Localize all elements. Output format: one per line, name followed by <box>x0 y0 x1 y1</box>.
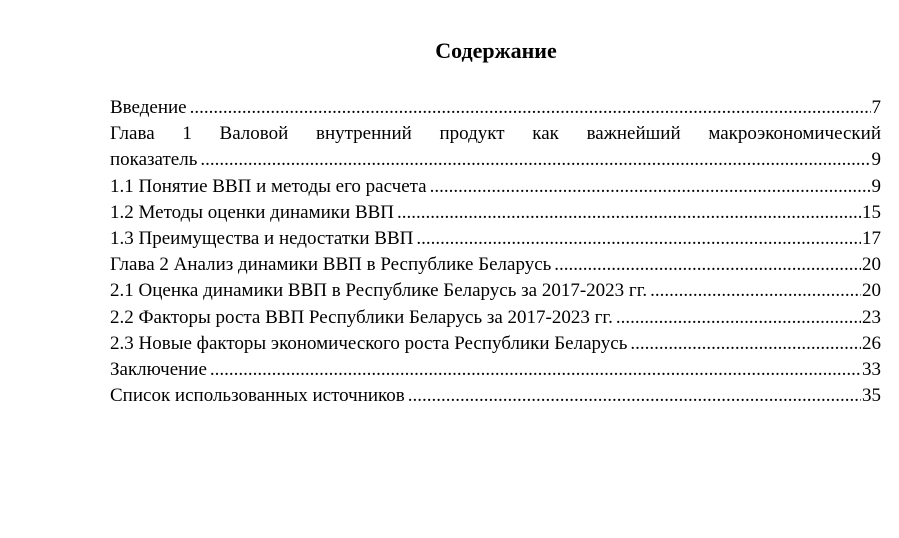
toc-entry-page: 33 <box>862 358 881 380</box>
toc-entry-chapter-2[interactable] <box>110 252 881 278</box>
toc-entry-page: 7 <box>871 97 881 118</box>
toc-entry-label: 1.1 Понятие ВВП и методы его расчета <box>110 175 427 197</box>
toc-entry-conclusion[interactable] <box>110 357 881 383</box>
toc-leader-dots <box>430 174 871 200</box>
toc-entry-label: Заключение <box>110 358 207 380</box>
toc-leader-dots <box>210 357 861 383</box>
toc-entry-references[interactable] <box>110 383 881 409</box>
toc-entry-page: 17 <box>862 227 881 249</box>
toc-entry-section-2-1[interactable] <box>110 278 881 304</box>
toc-leader-dots <box>190 95 871 121</box>
toc-leader-dots <box>630 331 861 357</box>
toc-leader-dots <box>408 383 861 409</box>
toc-entry-section-1-2[interactable] <box>110 200 881 226</box>
toc-entry-label: 1.2 Методы оценки динамики ВВП <box>110 201 395 223</box>
toc-entry-introduction[interactable] <box>110 95 881 121</box>
toc-entry-label: Список использованных источников <box>110 385 405 407</box>
toc-leader-dots <box>650 278 861 304</box>
toc-title: Содержание <box>435 38 557 63</box>
toc-entry-section-1-1[interactable] <box>110 174 881 200</box>
toc-entry-label: Глава 2 Анализ динамики ВВП в Республике Беларусь <box>110 254 552 276</box>
toc-entry-section-1-3[interactable] <box>110 226 881 252</box>
toc-entry-label: Глава 1 Валовой внутренний продукт как важнейший макроэкономический <box>110 123 881 145</box>
toc-leader-dots <box>397 200 861 226</box>
toc-entry-page: 26 <box>862 332 881 354</box>
toc-leader-dots <box>416 226 861 252</box>
toc-entry-page: 9 <box>871 175 881 197</box>
table-of-contents <box>110 95 881 409</box>
toc-entry-page: 35 <box>862 385 881 407</box>
toc-leader-dots <box>200 147 870 173</box>
toc-leader-dots <box>616 305 861 331</box>
toc-entry-label: 2.2 Факторы роста ВВП Республики Беларусь за 2017-2023 гг. <box>110 306 613 328</box>
toc-entry-section-2-2[interactable] <box>110 305 881 331</box>
toc-entry-page: 15 <box>862 201 881 223</box>
toc-entry-page: 20 <box>862 280 881 302</box>
toc-entry-label: 2.1 Оценка динамики ВВП в Республике Беларусь за 2017-2023 гг. <box>110 280 648 302</box>
toc-entry-section-2-3[interactable] <box>110 331 881 357</box>
toc-entry-label-continued: показатель <box>110 149 198 171</box>
toc-entry-page: 20 <box>862 254 881 276</box>
toc-entry-label: Введение <box>110 97 187 118</box>
toc-entry-page: 9 <box>871 149 881 171</box>
toc-entry-page: 23 <box>862 306 881 328</box>
toc-leader-dots <box>554 252 861 278</box>
toc-entry-label: 1.3 Преимущества и недостатки ВВП <box>110 227 414 249</box>
toc-entry-label: 2.3 Новые факторы экономического роста Республики Беларусь <box>110 332 628 354</box>
toc-entry-chapter-1[interactable] <box>110 121 881 173</box>
